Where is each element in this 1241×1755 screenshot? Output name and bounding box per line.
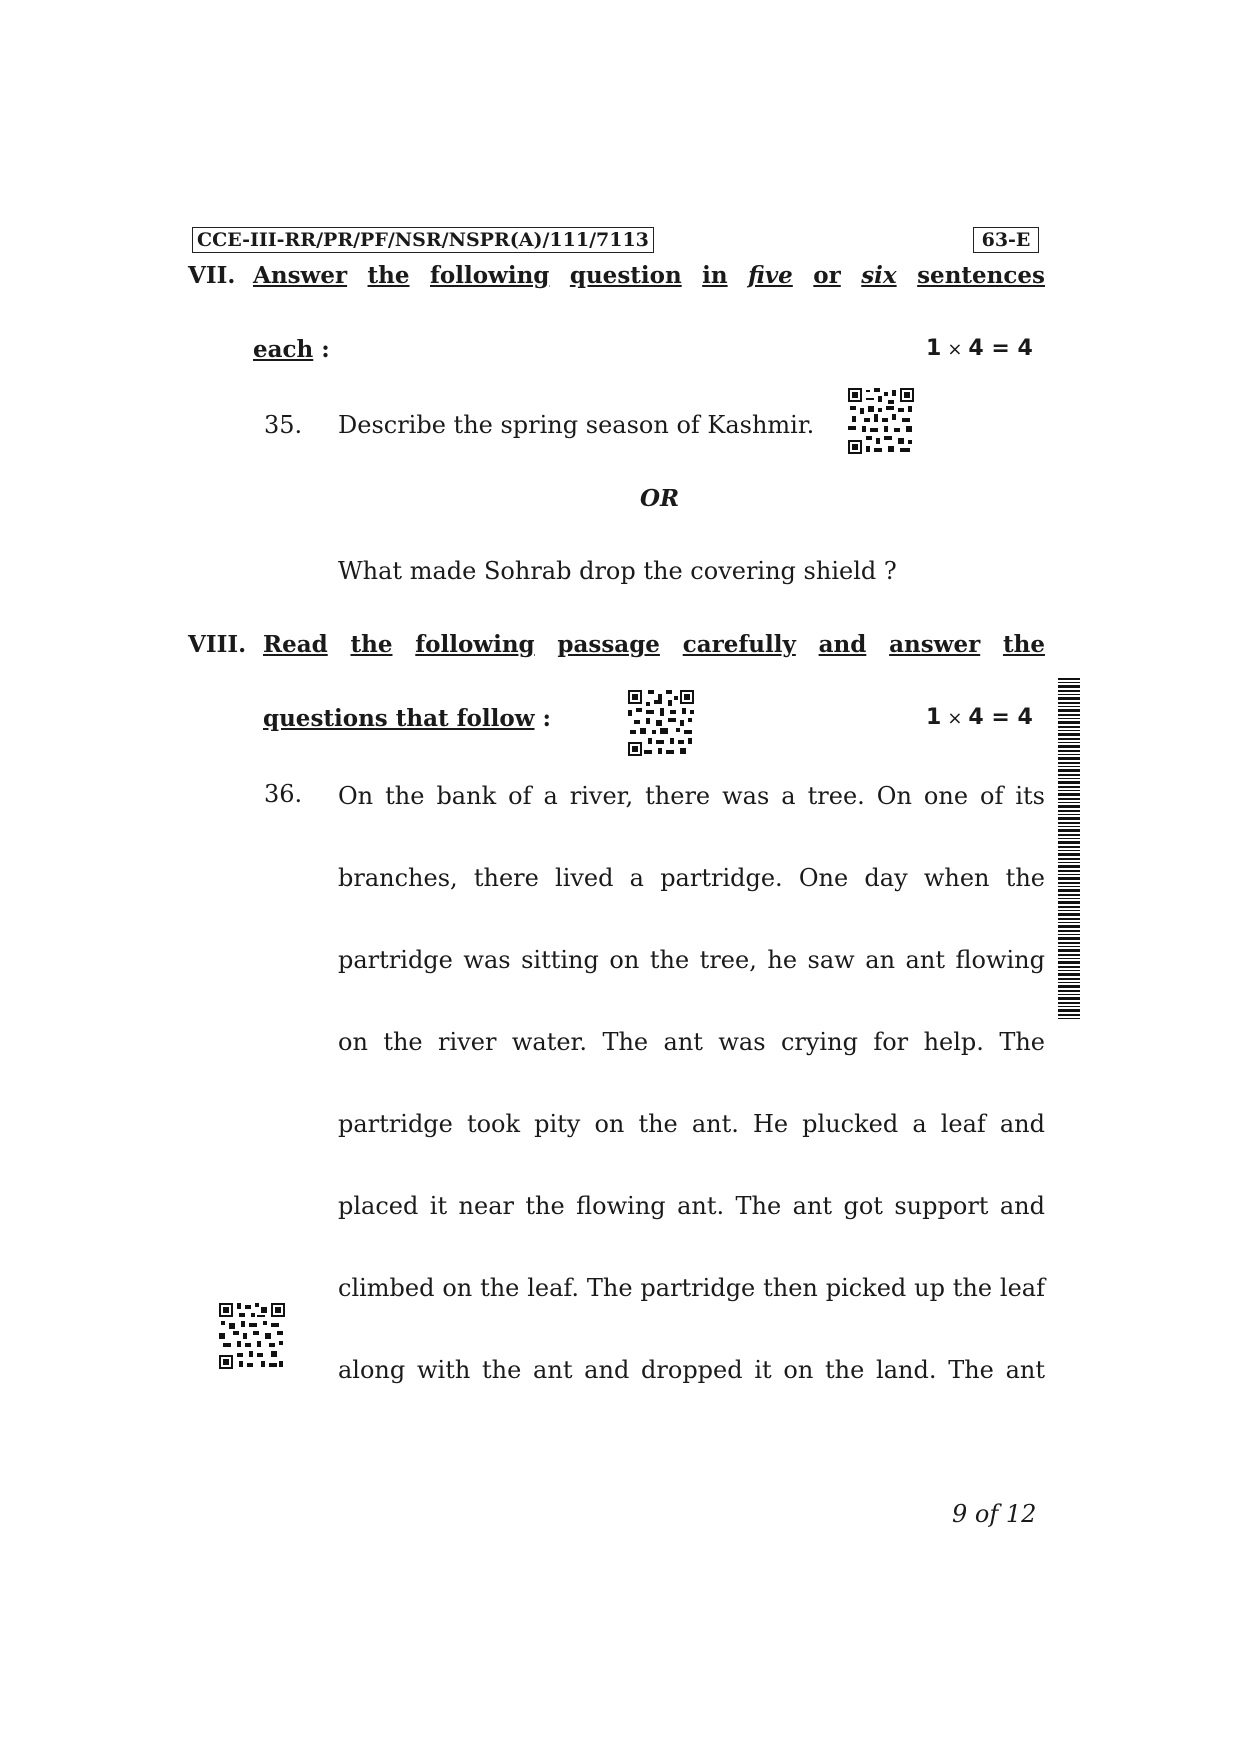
passage-line: partridge took pity on the ant. He plucked a leaf and [338, 1110, 1045, 1138]
or-separator: OR [640, 485, 680, 512]
passage [338, 780, 1045, 1436]
passage-line: along with the ant and dropped it on the land. The ant [338, 1356, 1045, 1384]
passage-line: climbed on the leaf. The partridge then picked up the leaf [338, 1274, 1045, 1302]
passage-line: on the river water. The ant was crying for help. The [338, 1028, 1045, 1056]
qr-code-icon [219, 1303, 285, 1369]
question-36-number: 36. [264, 780, 303, 808]
page-number: 9 of 12 [952, 1500, 1037, 1528]
section-7-marks: 1 × 4 = 4 [926, 336, 1033, 361]
section-8-heading: Read the following passage carefully and answer the [263, 631, 1045, 658]
section-8-heading-cont: questions that follow : [263, 705, 552, 732]
barcode-icon [1058, 678, 1080, 1020]
question-35-alternative: What made Sohrab drop the covering shield ? [338, 557, 897, 585]
paper-code: CCE-III-RR/PR/PF/NSR/NSPR(A)/111/7113 [192, 227, 654, 253]
passage-line: branches, there lived a partridge. One day when the [338, 864, 1045, 892]
passage-line: placed it near the flowing ant. The ant got support and [338, 1192, 1045, 1220]
section-8-number: VIII. [188, 631, 247, 658]
passage-line: partridge was sitting on the tree, he saw an ant flowing [338, 946, 1045, 974]
qr-code-icon [848, 388, 914, 454]
question-35-number: 35. [264, 411, 303, 439]
section-8-marks: 1 × 4 = 4 [926, 705, 1033, 730]
set-code: 63-E [973, 227, 1039, 253]
question-35-text: Describe the spring season of Kashmir. [338, 411, 815, 439]
section-7-heading: Answer the following question in five or six sentences [253, 262, 1045, 289]
qr-code-icon [628, 690, 694, 756]
section-7-heading-cont: each : [253, 336, 330, 363]
passage-line: On the bank of a river, there was a tree. On one of its [338, 782, 1045, 810]
section-7-number: VII. [188, 262, 236, 289]
